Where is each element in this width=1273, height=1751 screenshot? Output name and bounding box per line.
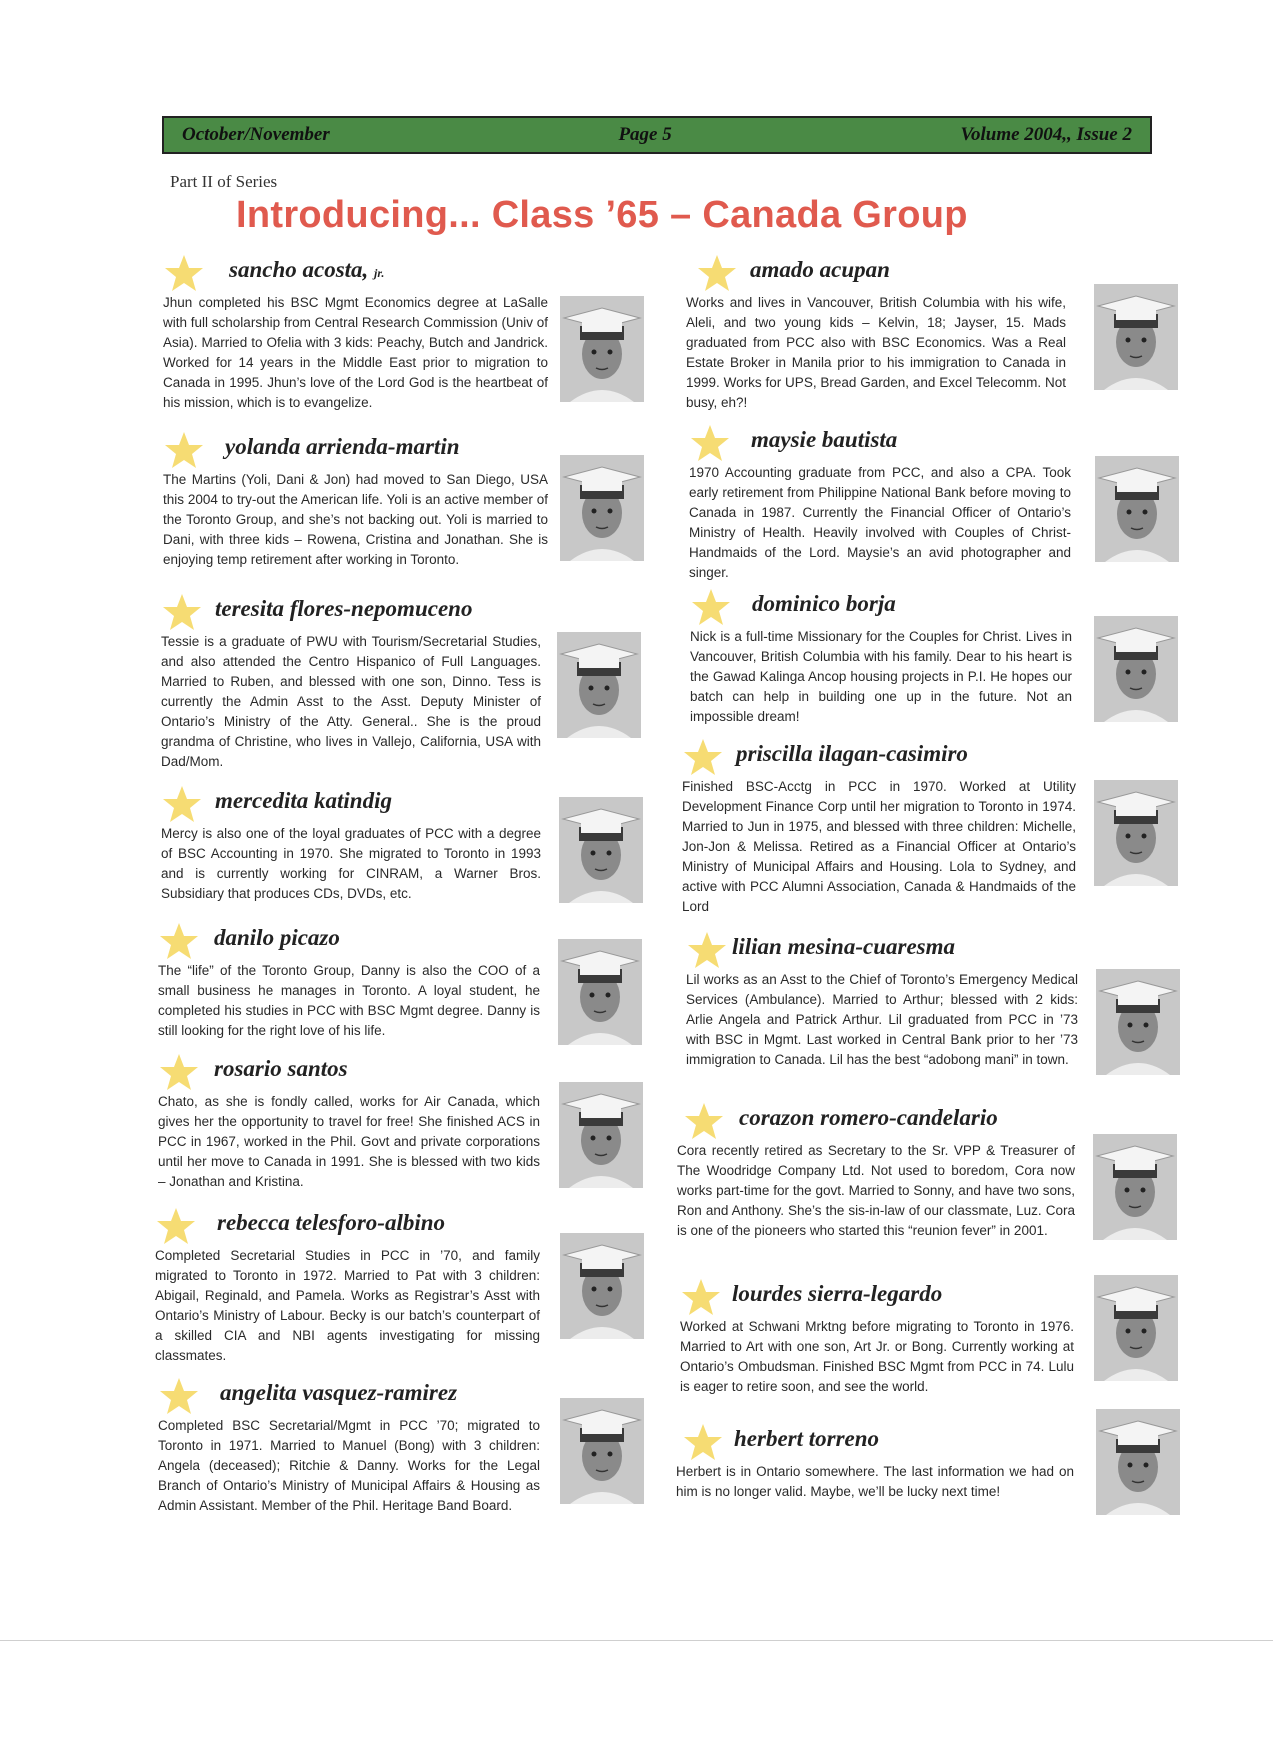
graduation-photo — [1094, 1275, 1178, 1381]
graduation-photo — [1094, 284, 1178, 390]
profile-name: danilo picazo — [214, 925, 340, 950]
graduation-photo — [560, 296, 644, 402]
profile-entry — [689, 425, 1071, 583]
graduation-photo — [1093, 1134, 1177, 1240]
profile-entry — [163, 255, 548, 413]
graduation-photo — [557, 632, 641, 738]
star-icon — [682, 737, 724, 777]
header-bar — [162, 116, 1152, 154]
graduation-photo — [559, 1082, 643, 1188]
page-title: Introducing... Class ’65 – Canada Group — [236, 194, 968, 236]
profile-bio: Cora recently retired as Secretary to the Sr. VPP & Treasurer of The Woodridge Company Ltd. Not used to boredom, Cora now works part-time for the govt. Married to Sonny, and have two sons, Ron and Anthony. She’s the sis-in-law of our classmate, Luz. Cora is one of the pioneers who started this “reunion fever” in 2001. — [677, 1143, 1075, 1238]
profile-name: corazon romero-candelario — [739, 1105, 998, 1130]
star-icon — [158, 1052, 200, 1092]
star-icon — [158, 921, 200, 961]
star-icon — [163, 253, 205, 293]
profile-entry — [686, 255, 1066, 413]
graduation-photo — [1096, 969, 1180, 1075]
profile-bio: The Martins (Yoli, Dani & Jon) had moved to San Diego, USA this 2004 to try-out the American life. Yoli is an active member of the Toronto Group, and she’s not backing out. Yoli is married to Dani, with three kids – Rowena, Cristina and Jonathan. She is enjoying temp retirement after working in Toronto. — [163, 472, 548, 567]
profile-name: sancho acosta, jr. — [229, 257, 385, 282]
graduation-photo — [1095, 456, 1179, 562]
star-icon — [163, 430, 205, 470]
graduation-photo — [558, 939, 642, 1045]
profile-name: rebecca telesforo-albino — [217, 1210, 446, 1235]
profile-entry — [677, 1103, 1075, 1241]
bottom-divider — [0, 1640, 1273, 1641]
profile-entry — [163, 432, 548, 570]
profile-name: rosario santos — [214, 1056, 348, 1081]
profile-name: maysie bautista — [751, 427, 898, 452]
profile-name: amado acupan — [750, 257, 890, 282]
profile-bio: Completed Secretarial Studies in PCC in ’70, and family migrated to Toronto in 1972. Married to Pat with 3 children: Abigail, Reginald, and Pamela. Works as Registrar’s Asst with Ontario’s Ministry of Labour. Becky is our batch’s counterpart of a skilled CIA and NBI agents investigating for missing classmates. — [155, 1248, 540, 1363]
profile-name: herbert torreno — [734, 1426, 880, 1451]
profile-entry — [686, 932, 1078, 1070]
profile-bio: Finished BSC-Acctg in PCC in 1970. Worked at Utility Development Finance Corp until her migration to Toronto in 1974. Married to Jun in 1975, and blessed with three children: Michelle, Jon-Jon & Melissa. Retired as a Financial Officer at Ontario’s Ministry of Municipal Affairs and Housing. Lola to Sydney, and active with PCC Alumni Association, Canada & Handmaids of the Lord — [682, 779, 1076, 914]
profile-entry — [161, 786, 541, 904]
header-volume: Volume 2004,, Issue 2 — [960, 124, 1132, 145]
profile-name: priscilla ilagan-casimiro — [736, 741, 968, 766]
profile-name: lourdes sierra-legardo — [732, 1281, 943, 1306]
profile-entry — [161, 594, 541, 772]
profile-entry — [155, 1208, 540, 1366]
profile-bio: 1970 Accounting graduate from PCC, and also a CPA. Took early retirement from Philippine National Bank before moving to Canada in 1987. Currently the Financial Officer of Ontario’s Ministry of Health. Heavily involved with Couples of Christ-Handmaids of the Lord. Maysie’s an avid photographer and singer. — [689, 465, 1071, 580]
header-date: October/November — [182, 124, 330, 145]
profile-bio: Completed BSC Secretarial/Mgmt in PCC ’70; migrated to Toronto in 1971. Married to Manuel (Bong) with 3 children: Angela (deceased); Ritchie & Danny. Works for the Legal Branch of Ontario’s Ministry of Municipal Affairs & Housing as Admin Assistant. Member of the Phil. Heritage Band Board. — [158, 1418, 540, 1513]
profile-bio: Lil works as an Asst to the Chief of Toronto’s Emergency Medical Services (Ambulance). Married to Arthur; blessed with 2 kids: Arlie Angela and Patrick Arthur. Lil graduated from PCC in ’73 with BSC in Mgmt. Last worked in Central Bank prior to her ’73 immigration to Canada. Lil has the best “adobong mani” in town. — [686, 972, 1078, 1067]
graduation-photo — [560, 1398, 644, 1504]
profile-entry — [690, 589, 1072, 727]
star-icon — [161, 592, 203, 632]
profile-name: dominico borja — [752, 591, 896, 616]
star-icon — [690, 587, 732, 627]
profile-bio: Chato, as she is fondly called, works for Air Canada, which gives her the opportunity to travel for free! She finished ACS in PCC in 1967, worked in the Phil. Govt and private corporations until her move to Canada in 1991. She is blessed with two kids – Jonathan and Kristina. — [158, 1094, 540, 1189]
star-icon — [680, 1277, 722, 1317]
series-label: Part II of Series — [170, 172, 278, 191]
profile-bio: Worked at Schwani Mrktng before migrating to Toronto in 1976. Married to Art with one son, Art Jr. or Bong. Currently working at Ontario’s Ombudsman. Finished BSC Mgmt from PCC in 74. Lulu is eager to retire soon, and see the world. — [680, 1319, 1074, 1394]
graduation-photo — [1096, 1409, 1180, 1515]
graduation-photo — [560, 1233, 644, 1339]
profile-bio: Mercy is also one of the loyal graduates of PCC with a degree of BSC Accounting in 1970. She migrated to Toronto in 1993 and is currently working for CINRAM, a Warner Bros. Subsidiary that produces CDs, DVDs, etc. — [161, 826, 541, 901]
profile-bio: Jhun completed his BSC Mgmt Economics degree at LaSalle with full scholarship from Central Research Commission (Univ of Asia). Married to Ofelia with 3 kids: Peachy, Butch and Jandrick. Worked for 14 years in the Middle East prior to migration to Canada in 1995. Jhun’s love of the Lord God is the heartbeat of his mission, which is to evangelize. — [163, 295, 548, 410]
profile-name: mercedita katindig — [215, 788, 392, 813]
star-icon — [158, 1376, 200, 1416]
graduation-photo — [1094, 780, 1178, 886]
profile-entry — [682, 739, 1076, 917]
profile-bio: Nick is a full-time Missionary for the Couples for Christ. Lives in Vancouver, British Columbia with his family. Dear to his heart is the Gawad Kalinga Ancop housing projects in P.I. He hopes our batch can help in building one up in the future. Not an impossible dream! — [690, 629, 1072, 724]
graduation-photo — [560, 455, 644, 561]
star-icon — [683, 1101, 725, 1141]
profile-bio: Works and lives in Vancouver, British Columbia with his wife, Aleli, and two young kids – Kelvin, 18; Jayser, 15. Mads graduated from PCC also with BSC Economics. Was a Real Estate Broker in Manila prior to his immigration to Canada in 1999. Works for UPS, Bread Garden, and Excel Telecomm. Not busy, eh?! — [686, 295, 1066, 410]
star-icon — [696, 253, 738, 293]
profile-entry — [158, 1378, 540, 1516]
profile-entry — [158, 1054, 540, 1192]
profile-entry — [680, 1279, 1074, 1397]
profile-name: lilian mesina-cuaresma — [732, 934, 955, 959]
profile-name: teresita flores-nepomuceno — [215, 596, 473, 621]
star-icon — [161, 784, 203, 824]
profile-entry — [158, 923, 540, 1041]
name-suffix: jr. — [374, 266, 385, 280]
graduation-photo — [559, 797, 643, 903]
profile-bio: Herbert is in Ontario somewhere. The last information we had on him is no longer valid. Maybe, we’ll be lucky next time! — [676, 1464, 1074, 1499]
star-icon — [682, 1422, 724, 1462]
star-icon — [155, 1206, 197, 1246]
header-page-number: Page 5 — [618, 124, 672, 145]
profile-bio: Tessie is a graduate of PWU with Tourism/Secretarial Studies, and also attended the Centro Hispanico of Full Languages. Married to Ruben, and blessed with one son, Dinno. Tess is currently the Admin Asst to the Asst. Deputy Minister of Ontario’s Ministry of the Atty. General.. She is the proud grandma of Christine, who lives in Vallejo, California, USA with Dad/Mom. — [161, 634, 541, 769]
profile-entry — [676, 1424, 1074, 1502]
profile-name: angelita vasquez-ramirez — [220, 1380, 458, 1405]
graduation-photo — [1094, 616, 1178, 722]
profile-name: yolanda arrienda-martin — [225, 434, 460, 459]
star-icon — [686, 930, 728, 970]
profile-bio: The “life” of the Toronto Group, Danny is also the COO of a small business he manages in Toronto. A loyal student, he completed his studies in PCC with BSC Mgmt degree. Danny is still looking for the right love of his life. — [158, 963, 540, 1038]
star-icon — [689, 423, 731, 463]
